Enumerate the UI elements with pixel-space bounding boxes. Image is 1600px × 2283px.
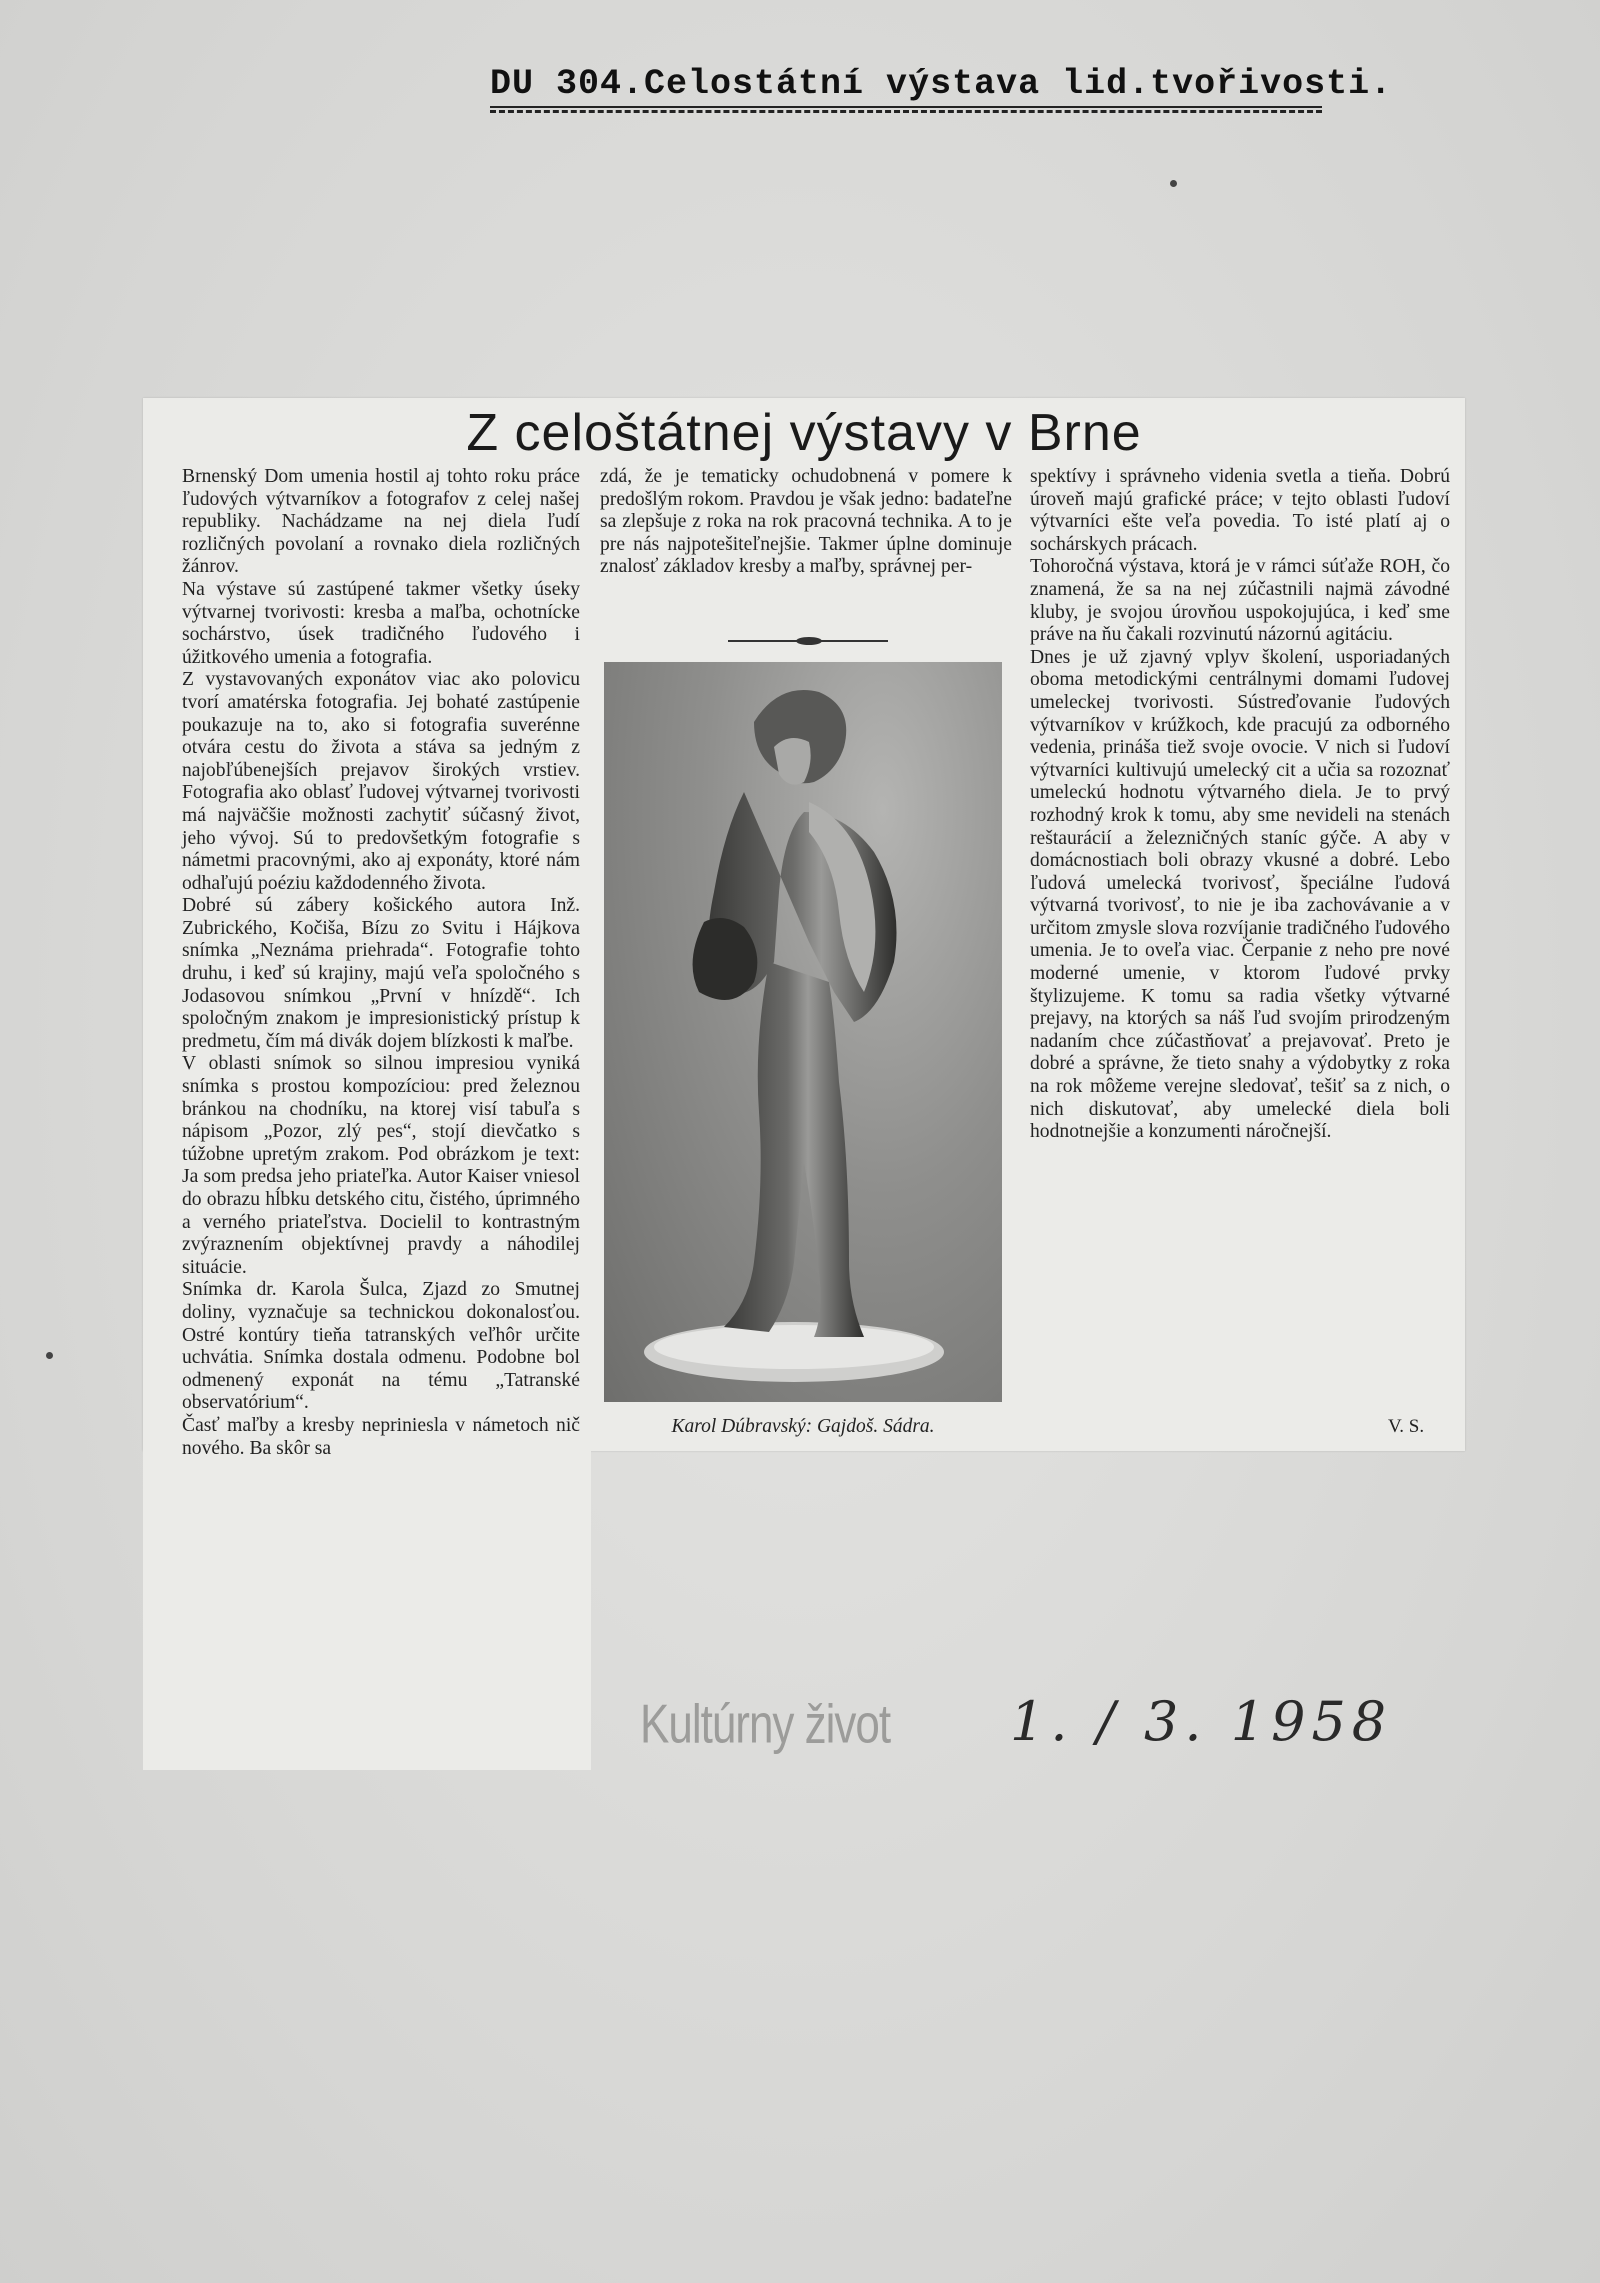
article-column-3: spektívy i správneho videnia svetla a tieňa. Dobrú úroveň majú grafické práce; v tejto oblasti ľudoví výtvarníci ešte veľa povedia. To isté platí aj o sochárskych prácach. Tohoročná výstava, ktorá je v rámci súťaže ROH, čo znamená, že sa na nej zúčastnili najmä závodné kluby, je svojou úrovňou uspokojujúca, i keď sme práve na ňu čakali rozvinutú názornú agitáciu. Dnes je už zjavný vplyv školení, usporiadaných oboma metodickými centrálnymi domami ľudovej umeleckej tvorivosti. Sústreďovanie ľudových výtvarníkov v krúžkoch, kde pracujú za odborného vedenia, prináša tiež svoje ovocie. V nich si ľudoví výtvarníci kultivujú umelecký cit a učia sa rozoznať umeleckú hodnotu výtvarného diela. Je to prvý rozhodný krok k tomu, aby sme nevideli na stenách reštaurácií a železničných staníc gýče. A aby v domácnostiach boli obrazy vkusné a dobré. Lebo ľudová umelecká tvorivosť, špeciálne ľudová výtvarná tvorivosť, to nie je iba zachovávanie a v určitom zmysle slova rozvíjanie tradičného ľudového umenia. Je to oveľa viac. Čerpanie z neho pre nové moderné umenie, v ktorom ľudové prvky štylizujeme. K tomu sa radia všetky výtvarné prejavy, na ktorých sa náš ľud svojím prirodzeným nadaním chce zúčastňovať a prejavovať. Preto je dobré a správne, že tieto snahy a výdobytky z roka na rok môžeme verejne sledovať, tešiť sa z nich, o nich diskutovať, aby umelecké diela boli hodnotnejšie a konzumenti náročnejší. [1030, 466, 1450, 1143]
publication-stamp: Kultúrny život [640, 1693, 891, 1755]
header-underline [490, 106, 1322, 108]
newspaper-clipping-tail [143, 1450, 591, 1770]
speck [1170, 180, 1177, 187]
photo-caption: Karol Dúbravský: Gajdoš. Sádra. [671, 1416, 935, 1437]
bagpiper-statue-illustration [604, 662, 1002, 1402]
ornament-divider [728, 640, 888, 642]
header-dashed-underline [490, 110, 1322, 113]
handwritten-date: 1. / 3. 1958 [1010, 1690, 1393, 1753]
archive-header: DU 304.Celostátní výstava lid.tvořivosti. [490, 64, 1393, 104]
speck [46, 1352, 53, 1359]
article-title: Z celoštátnej výstavy v Brne [466, 404, 1142, 462]
article-column-2: zdá, že je tematicky ochudobnená v pomere k predošlým rokom. Pravdou je však jedno: badateľne sa zlepšuje z roka na rok pracovná technika. A to je pre nás najpotešiteľnejšie. Takmer úplne dominuje znalosť základov kresby a maľby, správnej per- [600, 466, 1012, 578]
sculpture-photo [604, 662, 1002, 1402]
article-column-1: Brnenský Dom umenia hostil aj tohto roku práce ľudových výtvarníkov a fotografov z celej našej republiky. Nachádzame na nej diela ľudí rozličných povolaní a rovnako diela rozličných žánrov. Na výstave sú zastúpené takmer všetky úseky výtvarnej tvorivosti: kresba a maľba, ochotnícke sochárstvo, úsek tradičného ľudového i úžitkového umenia a fotografia. Z vystavovaných exponátov viac ako polovicu tvorí amatérska fotografia. Jej bohaté zastúpenie poukazuje na to, ako si fotografia suverénne otvára cestu do života a stáva sa jedným z najobľúbenejších prejavov širokých vrstiev. Fotografia ako oblasť ľudovej výtvarnej tvorivosti má najväčšie možnosti zachytiť súčasný život, jeho vývoj. Sú to predovšetkým fotografie s námetmi pracovnými, ako aj exponáty, ktoré nám odhaľujú poéziu každodenného života. Dobré sú zábery košického autora Inž. Zubrického, Kočiša, Bízu zo Svitu i Hájkova snímka „Neznáma priehrada“. Fotografie tohto druhu, i keď sú krajiny, majú veľa spoločného s Jodasovou snímkou „První v hnízdě“. Ich spoločným znakom je impresionistický prístup k predmetu, čím má divák dojem blízkosti k maľbe. V oblasti snímok so silnou impresiou vyniká snímka s prostou kompozíciou: pred železnou bránkou na chodníku, na ktorej visí tabuľa s nápisom „Pozor, zlý pes“, stojí dievčatko s túžobne upretým zrakom. Pod obrázkom je text: Ja som predsa jeho priateľka. Autor Kaiser vniesol do obrazu hĺbku detského citu, čistého, úprimného a verného priateľstva. Docielil to kontrastným zvýraznením objektívnej pravdy a náhodilej situácie. Snímka dr. Karola Šulca, Zjazd zo Smutnej doliny, vyznačuje sa technickou dokonalosťou. Ostré kontúry tieňa tatranských veľhôr určite uchvátia. Snímka dostala odmenu. Podobne bol odmenený exponát na tému „Tatranské observatórium“. Časť maľby a kresby nepriniesla v námetoch nič nového. Ba skôr sa [182, 466, 580, 1459]
author-signature: V. S. [1388, 1416, 1425, 1437]
